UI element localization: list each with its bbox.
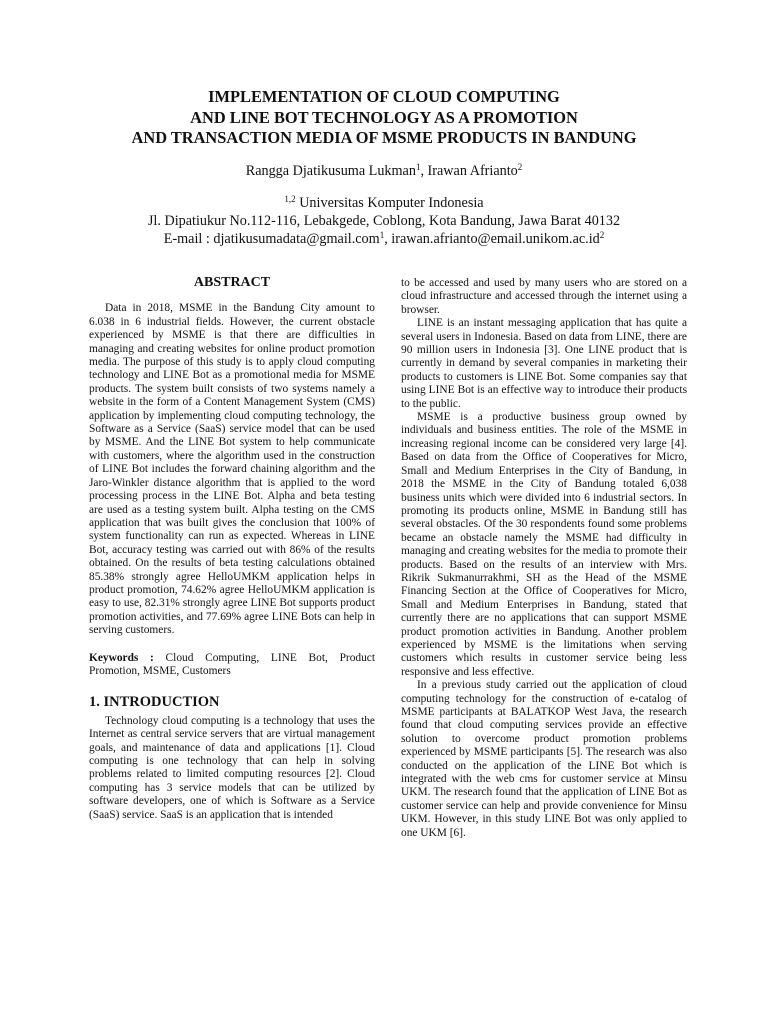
email-superscript: 2: [599, 230, 605, 240]
author-list: [60, 162, 708, 180]
author-name: Irawan Afrianto: [427, 163, 518, 179]
body-paragraph: MSME is a productive business group owned by individuals and business entities. The role of the MSME in increasing regional income can be considered very large [4]. Based on data from the Office of Cooperatives for Micro, Small and Medium Enterprises in the City of Bandung, in 2018 the MSME in the City of Bandung totaled 6,038 business units which were divided into 6 industrial sectors. In promoting its products online, MSME in Bandung still has several obstacles. Of the 30 respondents found some problems became an obstacle namely the MSME had difficulty in managing and creating websites for the media to promote their products. Based on the results of an interview with Mrs. Rikrik Sukmanurrakhmi, SH as the Head of the MSME Financing Section at the Office of Cooperatives for Micro, Small and Medium Enterprises in Bandung, stated that currently there are no applications that can support MSME product promotion activities in Bandung. Another problem experienced by MSME is the limitations when serving customers which results in customer service being less responsive and less effective.: [401, 411, 687, 678]
right-column: [401, 277, 687, 840]
author-separator: ,: [420, 163, 428, 179]
body-paragraph: to be accessed and used by many users who are stored on a cloud infrastructure and accessed through the internet using a browser.: [401, 277, 687, 316]
body-paragraph: LINE is an instant messaging application that has quite a several users in Indonesia. Based on data from LINE, there are 90 million users in Indonesia [3]. One LINE product that is currently in demand by several companies in marketing their products to customers is LINE Bot. Some companies say that using LINE Bot is an effective way to introduce their products to the public.: [401, 317, 687, 410]
affiliation-university: [60, 194, 708, 212]
affiliation-superscript: 1,2: [284, 194, 296, 204]
author-name: Rangga Djatikusuma Lukman: [245, 163, 416, 179]
email-superscript: 1: [379, 230, 385, 240]
keywords-label: Keywords :: [89, 651, 154, 664]
affiliation-email: [60, 230, 708, 248]
introduction-paragraph: Technology cloud computing is a technology that uses the Internet as central service servers that are virtual management goals, and maintenance of data and applications [1]. Cloud computing is one technology that can help in solving problems related to limited computing resources [2]. Cloud computing has 3 service models that can be utilized by software developers, one of which is Software as a Service (SaaS) service. SaaS is an application that is intended: [89, 714, 375, 821]
affiliation-address: Jl. Dipatiukur No.112-116, Lebakgede, Coblong, Kota Bandung, Jawa Barat 40132: [147, 213, 621, 229]
email-2: , irawan.afrianto@email.unikom.ac.id: [384, 231, 600, 247]
title-line: AND TRANSACTION MEDIA OF MSME PRODUCTS IN BANDUNG: [131, 128, 637, 147]
keywords-text: Cloud Computing, LINE Bot, Product Promotion, MSME, Customers: [89, 651, 376, 677]
abstract-text: Data in 2018, MSME in the Bandung City amount to 6.038 in 6 industrial fields. However, the current obstacle experienced by MSME is that there are difficulties in managing and creating websites for online product promotion media. The purpose of this study is to apply cloud computing technology and LINE Bot as a promotional media for MSME products. The system built consists of two systems namely a website in the form of a Content Management System (CMS) application by implementing cloud computing technology, the Software as a Service (SaaS) service model that can be used by MSME. And the LINE Bot system to help communicate with customers, where the algorithm used in the construction of LINE Bot includes the forward chaining algorithm and the Jaro-Winkler distance algorithm that is applied to the word processing process in the LINE Bot. Alpha and beta testing are used as a testing system built. Alpha testing on the CMS application that was built gives the conclusion that 100% of system functionality can run as expected. Whereas in LINE Bot, accuracy testing was carried out with 86% of the results obtained. On the results of beta testing calculations obtained 85.38% strongly agree HelloUMKM application helps in product promotion, 74.62% agree HelloUMKM application is easy to use, 82.31% strongly agree LINE Bot supports product promotion activities, and 77.69% agree LINE Bots can help in serving customers.: [89, 302, 375, 637]
author-superscript: 1: [415, 162, 421, 172]
abstract-heading: ABSTRACT: [193, 275, 271, 290]
keywords-paragraph: [89, 652, 375, 679]
title-line: IMPLEMENTATION OF CLOUD COMPUTING: [208, 87, 560, 106]
affiliation-block: [60, 194, 708, 248]
title-line: AND LINE BOT TECHNOLOGY AS A PROMOTION: [190, 107, 578, 127]
body-paragraph: In a previous study carried out the application of cloud computing technology for the construction of e-catalog of MSME participants at BALATKOP West Java, the research found that cloud computing services provide an effective solution to overcome product promotion problems experienced by MSME participants [5]. The research was also conducted on the application of the LINE Bot which is integrated with the web cms for customer service at Minsu UKM. The research found that the application of LINE Bot as customer service can help and provide convenience for Minsu UKM. However, in this study LINE Bot was only applied to one UKM [6].: [401, 679, 687, 839]
section-heading-introduction: 1. INTRODUCTION: [89, 694, 220, 711]
email-1: E-mail : djatikusumadata@gmail.com: [163, 231, 380, 247]
left-column: [89, 272, 375, 822]
paper-title: [60, 87, 708, 149]
author-superscript: 2: [517, 162, 523, 172]
university-name: Universitas Komputer Indonesia: [295, 195, 484, 211]
